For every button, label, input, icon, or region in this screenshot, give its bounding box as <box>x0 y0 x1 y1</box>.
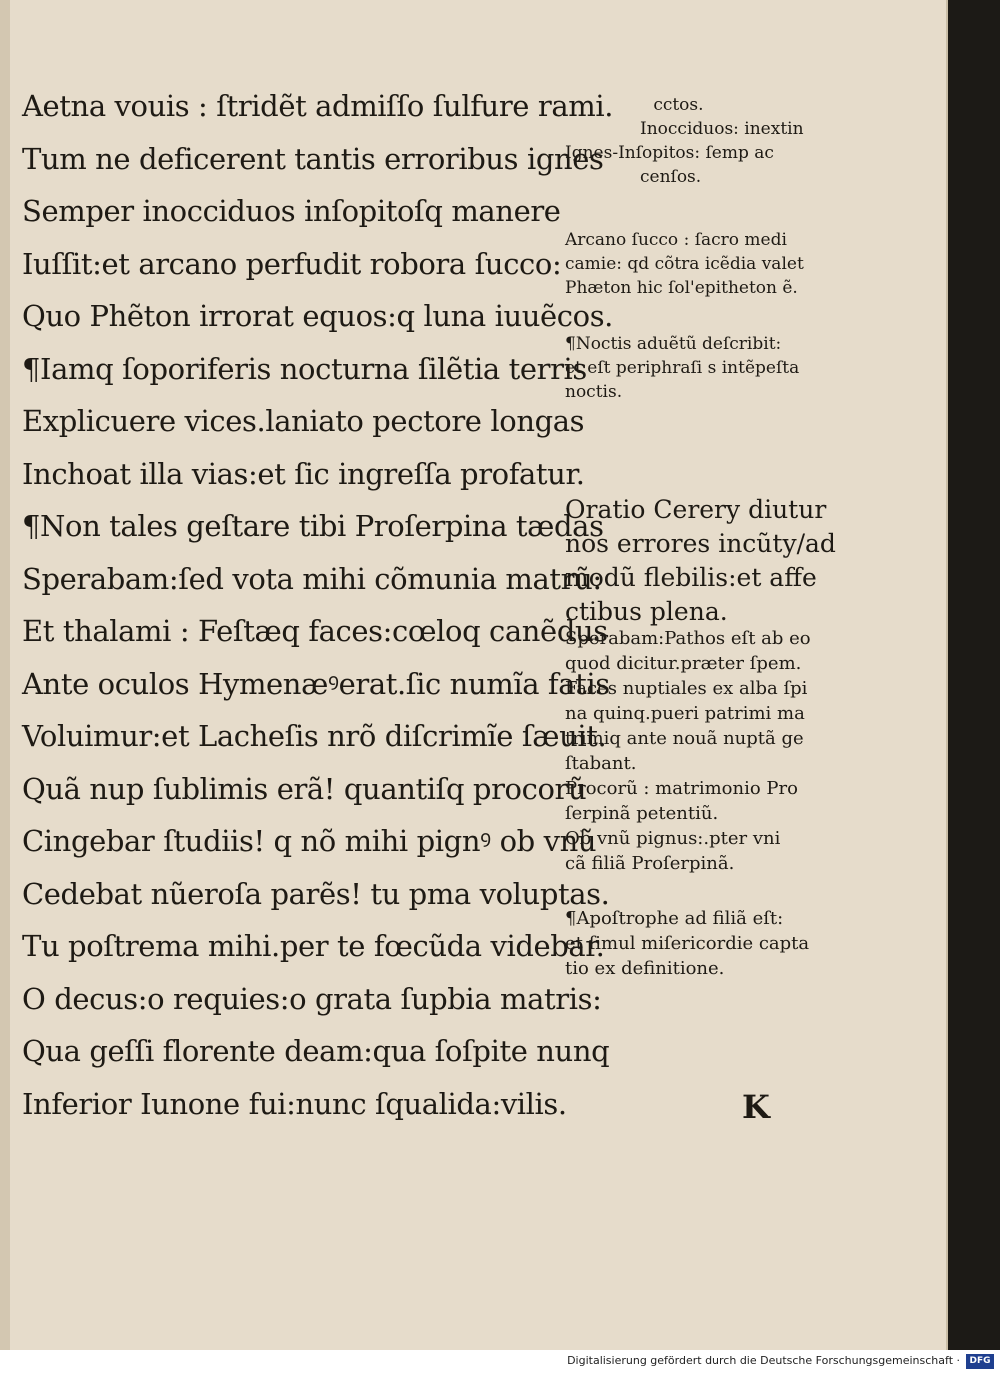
verse-line: Inferior Iunone fui:nunc ſqualida:vilis. <box>22 1086 567 1121</box>
verse-line: Explicuere vices.laniato pectore longas <box>22 404 585 438</box>
gloss-line: cctos. <box>653 95 704 115</box>
gloss-line: nos errores incũty/ad <box>565 529 836 558</box>
gloss-line: Inocciduos: inextin <box>640 119 804 139</box>
signature-mark: K <box>742 1088 770 1126</box>
page-edge <box>0 0 10 1350</box>
verse-line: Ante oculos Hymenæꝰerat.ſic numĩa fatis <box>22 666 610 701</box>
gloss-line: et eſt periphraſi s intẽpeſta <box>565 358 800 378</box>
gloss-oratio <box>565 493 836 629</box>
verse-line: Cedebat nũeroſa parẽs! tu pma voluptas. <box>22 876 610 911</box>
verse-line: Aetna vouis : ſtridẽt admiſſo ſulfure rami. <box>22 89 614 123</box>
verse-line: Quo Phẽton irrorat equos:q luna iuuẽcos. <box>22 299 614 333</box>
gloss-line: Oratio Cerery diutur <box>565 495 827 524</box>
verse-line: Quã nup ſublimis erã! quantiſq procorũ <box>22 771 587 806</box>
gloss-line: Sperabam:Pathos eſt ab eo <box>565 628 811 649</box>
verse-line: Cingebar ſtudiis! q nõ mihi pignꝰ ob vnũ <box>22 824 597 858</box>
gloss-line: ſtabant. <box>565 753 637 774</box>
gloss-line: quod dicitur.præter ſpem. <box>565 653 802 674</box>
verse-line: ¶Iamq ſoporiferis nocturna ſilẽtia terris <box>22 351 587 386</box>
gloss-line: ¶Noctis aduẽtũ deſcribit: <box>565 334 782 354</box>
gloss-apostrophe <box>565 906 809 981</box>
verse-line: Tum ne deficerent tantis erroribus ignes <box>22 141 604 176</box>
verse-line: Semper inocciduos inſopitoſq manere <box>22 194 561 228</box>
dfg-logo-icon: DFG <box>966 1354 994 1369</box>
gloss-line: cã filiã Proſerpinã. <box>565 853 735 874</box>
digitization-footer <box>0 1350 1000 1373</box>
gloss-line: ſerpinã petentiũ. <box>565 803 719 824</box>
verse-line: Et thalami : Feſtæq faces:cœloq canẽdus <box>22 614 608 648</box>
gloss-line: ctibus plena. <box>565 597 728 626</box>
gloss-line: Faces nuptiales ex alba ſpi <box>565 678 808 699</box>
gloss-noctis <box>565 332 799 404</box>
gloss-line: et ſimul miſericordie capta <box>565 933 810 954</box>
gloss-line: Ob vnũ pignus:.pter vni <box>565 828 781 849</box>
verse-line: O decus:o requies:o grata ſupbia matris: <box>22 981 602 1016</box>
gloss-arcano <box>565 228 804 300</box>
verse-line: ¶Non tales geſtare tibi Proſerpina tædas <box>22 509 604 543</box>
gloss-line: Ignes-Inſopitos: ſemp ac <box>565 143 774 163</box>
verse-line: Sperabam:ſed vota mihi cõmunia matrũ: <box>22 561 602 596</box>
verse-line: Inchoat illa vias:et ſic ingreſſa profatur. <box>22 456 585 491</box>
gloss-line: trimiq ante nouã nuptã ge <box>565 728 804 749</box>
gloss-line: na quinq.pueri patrimi ma <box>565 703 805 724</box>
gloss-line: cenſos. <box>640 167 702 187</box>
gloss-line: tio ex definitione. <box>565 958 725 979</box>
gloss-line: camie: qd cõtra icẽdia valet <box>565 254 804 274</box>
gloss-line: noctis. <box>565 382 623 402</box>
gloss-sperabam <box>565 626 811 876</box>
gloss-line: Phæton hic ſol'epitheton ẽ. <box>565 278 798 298</box>
verse-line: Voluimur:et Lacheſis nrõ diſcrimĩe ſæuit. <box>22 719 607 753</box>
funding-credit: Digitalisierung gefördert durch die Deutsche Forschungsgemeinschaft · <box>567 1354 960 1367</box>
gloss-line: ¶Apoſtrophe ad filiã eſt: <box>565 908 784 929</box>
verse-line: Qua geſſi florente deam:qua ſoſpite nunq <box>22 1034 610 1068</box>
verse-line: Tu poſtrema mihi.per te fœcũda videbar. <box>22 929 605 963</box>
gloss-line: Procorũ : matrimonio Pro <box>565 778 798 799</box>
gloss-line: modũ flebilis:et affe <box>565 563 817 592</box>
gloss-inocciduos <box>565 93 804 189</box>
verse-line: Iuſſit:et arcano perfudit robora ſucco: <box>22 246 562 281</box>
gloss-line: Arcano ſucco : ſacro medi <box>565 230 787 250</box>
